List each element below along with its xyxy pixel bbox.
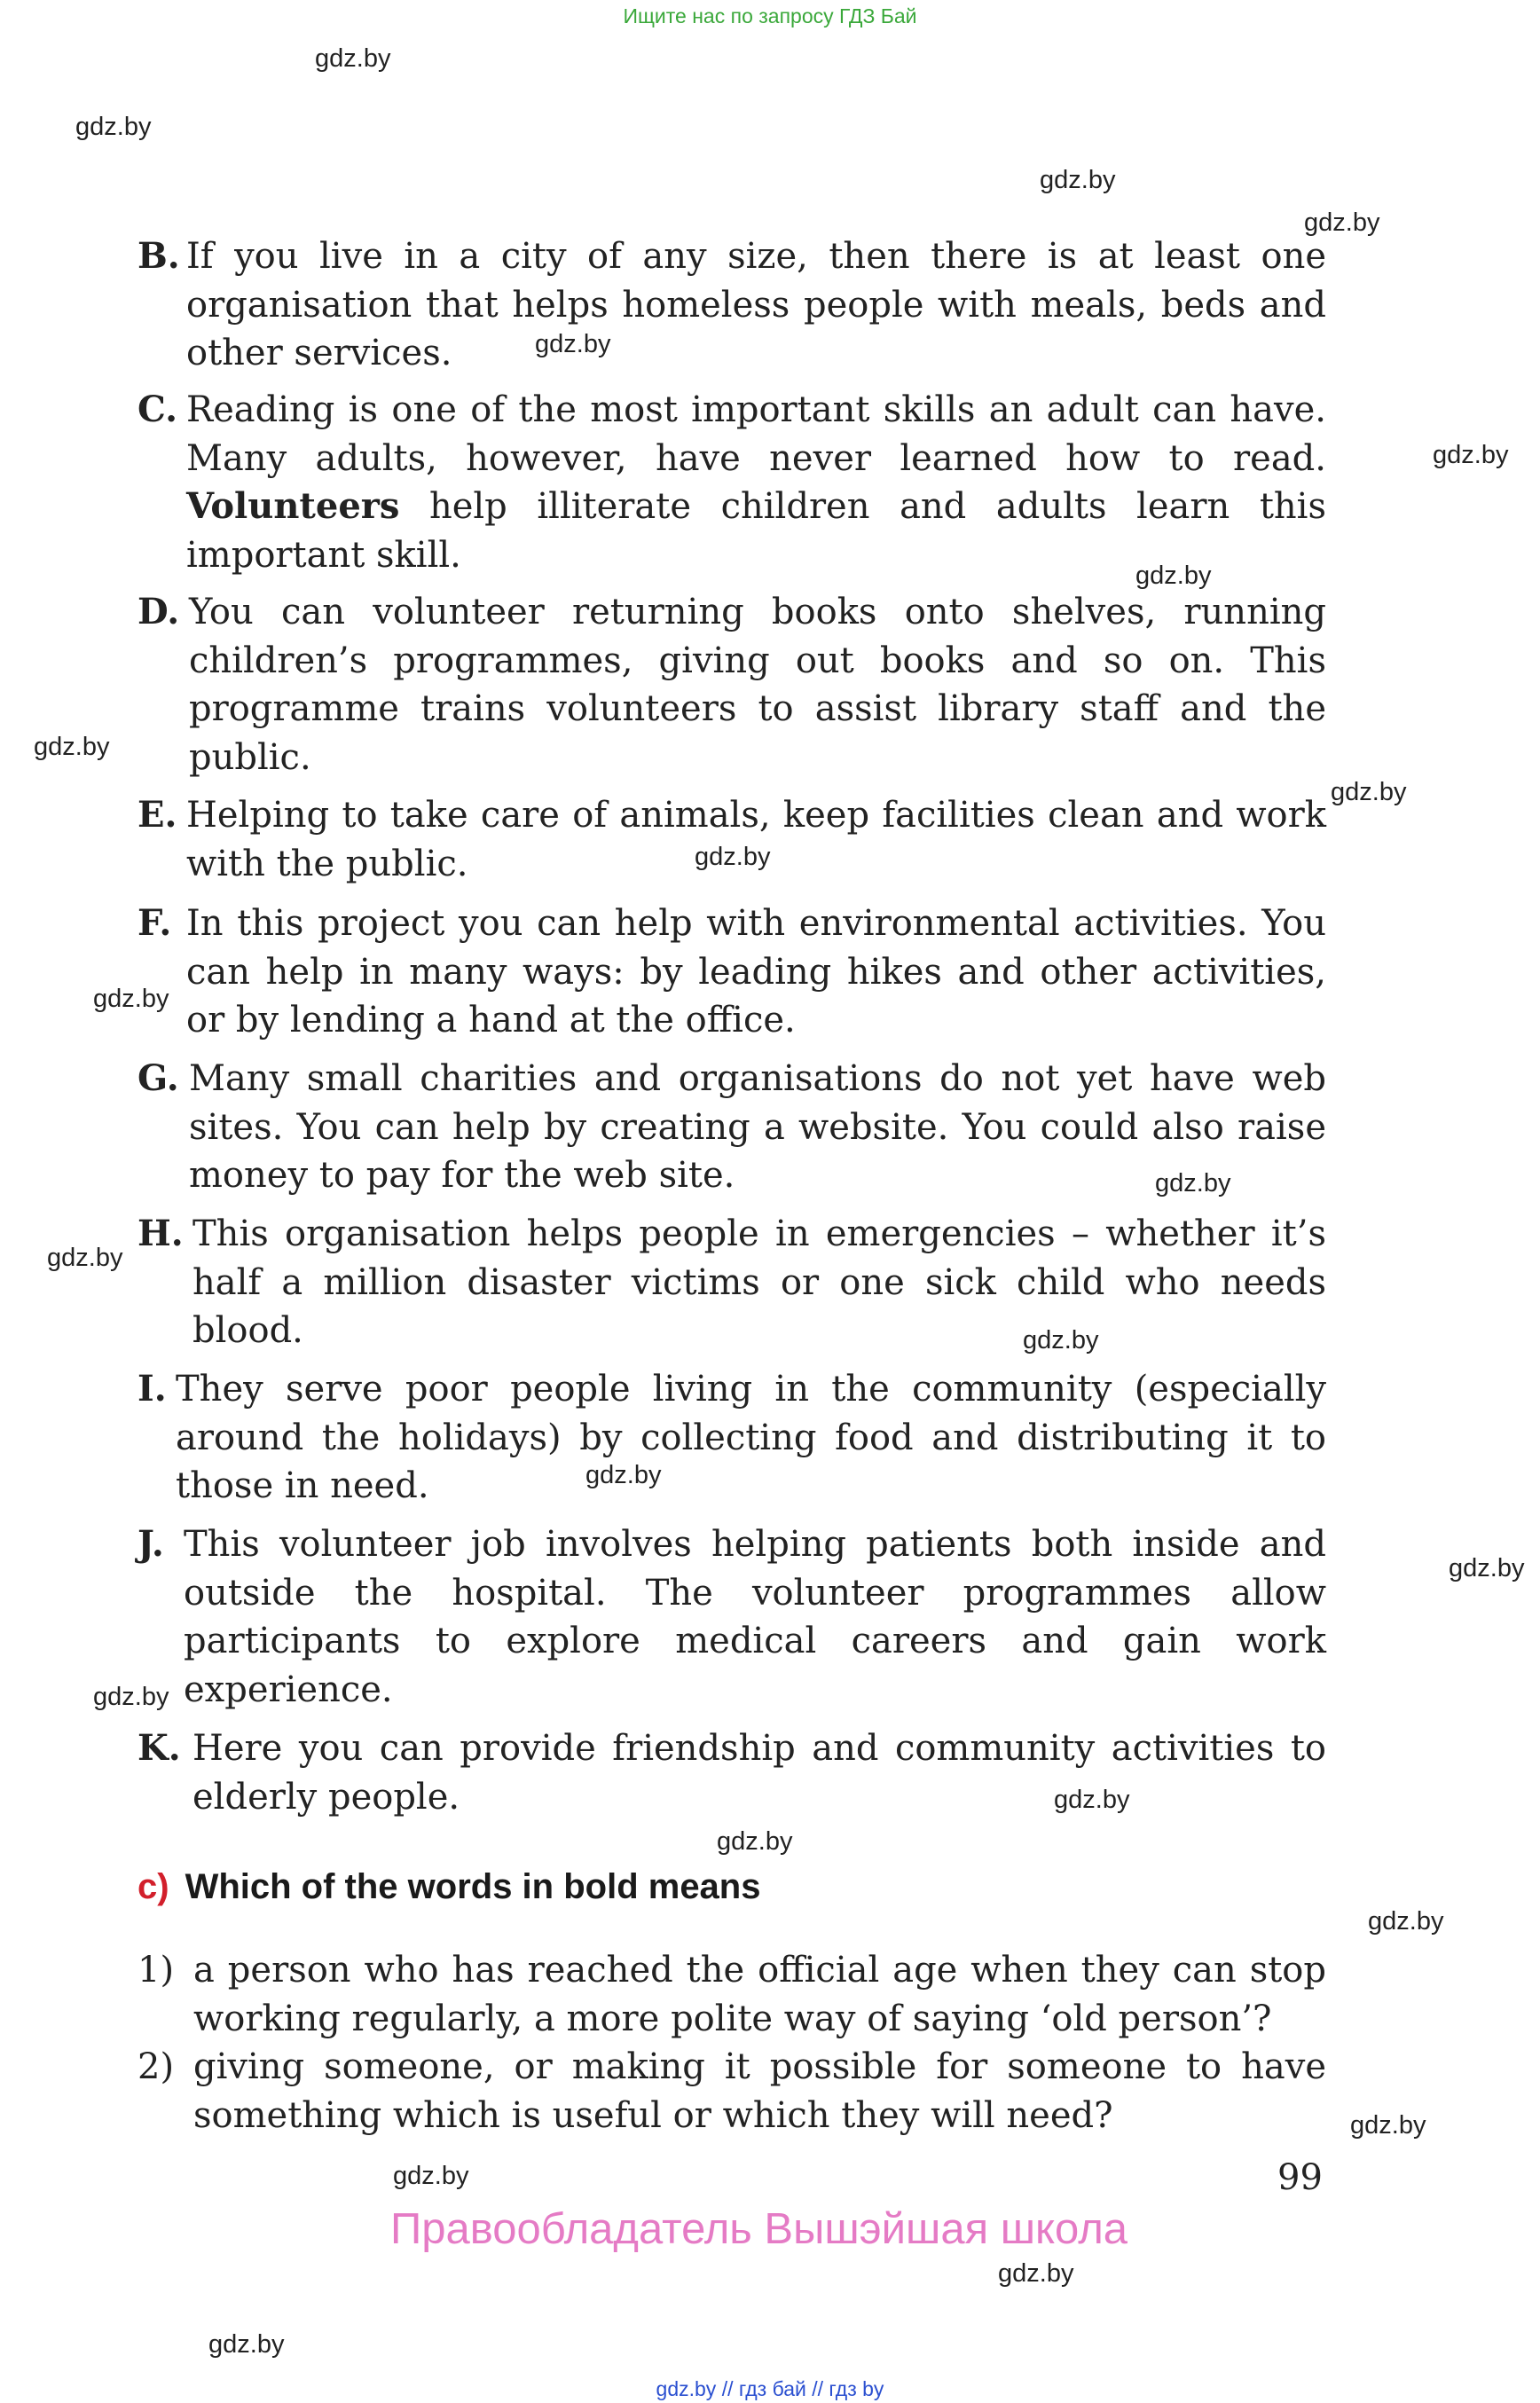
- watermark: gdz.by: [47, 1244, 123, 1272]
- item-text: In this project you can help with environmental activities. You can help in many ways: by leading hikes and other activities, or by lending a hand at the office.: [186, 903, 1326, 1041]
- bold-word-volunteers: Volunteers: [186, 485, 400, 527]
- question-number: 2): [138, 2046, 175, 2087]
- watermark: gdz.by: [1135, 561, 1212, 590]
- item-letter: I.: [138, 1368, 167, 1410]
- item-i: [138, 1365, 1326, 1511]
- item-letter: K.: [138, 1727, 181, 1769]
- section-heading-text: Which of the words in bold means: [185, 1867, 761, 1906]
- item-letter: D.: [138, 591, 180, 632]
- item-b: [138, 232, 1326, 378]
- watermark: gdz.by: [393, 2162, 469, 2190]
- item-k: [138, 1724, 1326, 1821]
- item-h: [138, 1210, 1326, 1355]
- watermark: gdz.by: [998, 2259, 1074, 2288]
- top-banner: Ищите нас по запросу ГДЗ Бай: [623, 4, 917, 27]
- item-text: If you live in a city of any size, then there is at least one organisation that helps homeless people with meals, beds and other services.: [186, 236, 1326, 373]
- item-text: [138, 386, 1326, 579]
- watermark: gdz.by: [34, 733, 110, 761]
- watermark: gdz.by: [93, 1683, 169, 1711]
- item-text-part: help illiterate children and adults learn this important skill.: [186, 486, 1326, 576]
- watermark: gdz.by: [1304, 208, 1380, 237]
- item-j: [138, 1520, 1326, 1714]
- item-text: Helping to take care of animals, keep facilities clean and work with the public.: [186, 795, 1326, 884]
- watermark: gdz.by: [1449, 1554, 1525, 1582]
- item-letter: C.: [138, 389, 178, 430]
- watermark: gdz.by: [1433, 441, 1509, 469]
- question-1: [138, 1946, 1326, 2043]
- item-letter: B.: [138, 235, 180, 277]
- watermark: gdz.by: [315, 44, 391, 73]
- item-text-part: Reading is one of the most important skills an adult can have. Many adults, however, have never learned how to read.: [186, 389, 1326, 479]
- question-text: a person who has reached the official age when they can stop working regularly, a more polite way of saying ‘old person’?: [193, 1950, 1326, 2039]
- section-c-heading: [138, 1867, 760, 1907]
- item-text: They serve poor people living in the community (especially around the holidays) by collecting food and distributing it to those in need.: [176, 1369, 1326, 1506]
- watermark: gdz.by: [695, 843, 771, 871]
- watermark: gdz.by: [75, 113, 152, 141]
- item-letter: J.: [138, 1523, 164, 1565]
- watermark: gdz.by: [1331, 778, 1407, 806]
- item-letter: G.: [138, 1057, 179, 1099]
- watermark: gdz.by: [93, 985, 169, 1013]
- item-d: [138, 588, 1326, 781]
- watermark: gdz.by: [1155, 1169, 1231, 1198]
- item-g: [138, 1055, 1326, 1200]
- question-number: 1): [138, 1950, 175, 1991]
- item-text: Many small charities and organisations do not yet have web sites. You can help by creating a website. You could also raise money to pay for the web site.: [189, 1058, 1326, 1196]
- item-e: [138, 791, 1326, 888]
- question-2: [138, 2043, 1326, 2140]
- watermark: gdz.by: [717, 1827, 793, 1856]
- copyright-notice: Правообладатель Вышэйшая школа: [390, 2205, 1128, 2253]
- item-letter: F.: [138, 902, 172, 944]
- watermark: gdz.by: [208, 2330, 285, 2359]
- item-text: Here you can provide friendship and community activities to elderly people.: [192, 1728, 1326, 1818]
- watermark: gdz.by: [1040, 166, 1116, 194]
- item-letter: H.: [138, 1213, 184, 1254]
- item-text: This volunteer job involves helping patients both inside and outside the hospital. The volunteer programmes allow participants to explore medical careers and gain work experience.: [184, 1524, 1326, 1710]
- item-text: This organisation helps people in emergencies – whether it’s half a million disaster victims or one sick child who needs blood.: [192, 1213, 1326, 1351]
- watermark: gdz.by: [1023, 1326, 1099, 1355]
- watermark: gdz.by: [585, 1461, 662, 1489]
- watermark: gdz.by: [535, 330, 611, 358]
- item-text: You can volunteer returning books onto shelves, running children’s programmes, giving out books and so on. This programme trains volunteers to assist library staff and the public.: [189, 592, 1326, 778]
- section-label: c): [138, 1867, 169, 1906]
- watermark: gdz.by: [1368, 1907, 1444, 1936]
- watermark: gdz.by: [1350, 2111, 1426, 2140]
- watermark: gdz.by: [1054, 1786, 1130, 1814]
- item-c: [138, 386, 1326, 579]
- item-letter: E.: [138, 794, 177, 836]
- item-f: [138, 899, 1326, 1045]
- footer-links[interactable]: gdz.by // гдз бай // гдз by: [656, 2377, 884, 2400]
- question-text: giving someone, or making it possible for someone to have something which is useful or which they will need?: [193, 2046, 1326, 2136]
- page-number: 99: [1277, 2157, 1323, 2198]
